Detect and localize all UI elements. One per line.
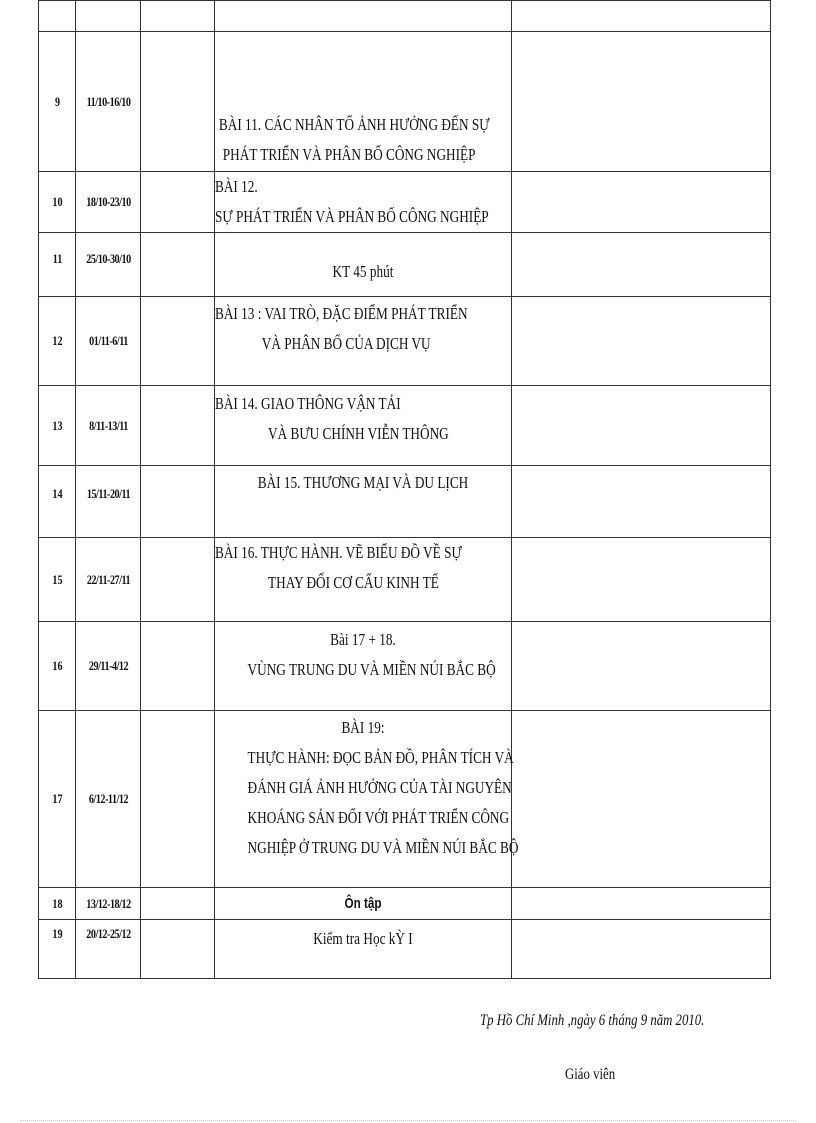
notes-cell [512,466,771,538]
lesson-line: KHOÁNG SẢN ĐỐI VỚI PHÁT TRIỂN CÔNG [247,808,510,827]
dates-cell: 6/12-11/12 [83,711,134,888]
lesson-line: PHÁT TRIỂN VÀ PHÂN BỐ CÔNG NGHIỆP [222,145,476,164]
dates-cell: 22/11-27/11 [83,538,134,622]
lesson-cell [215,538,512,622]
week-cell: 14 [43,466,72,538]
lesson-line: Bài 17 + 18. [330,630,396,649]
lesson-line: SỰ PHÁT TRIỂN VÀ PHÂN BỐ CÔNG NGHIỆP [215,207,489,226]
lesson-line: BÀI 19: [341,718,385,737]
lesson-line: BÀI 15. THƯƠNG MẠI VÀ DU LỊCH [257,473,469,492]
week-cell: 9 [43,32,72,172]
lesson-line: BÀI 11. CÁC NHÂN TỐ ẢNH HƯỞNG ĐẾN SỰ [218,115,490,134]
table-row [39,466,771,538]
dates-cell: 20/12-25/12 [83,920,134,979]
lesson-line: VÀ BƯU CHÍNH VIỄN THÔNG [268,424,449,443]
lesson-cell [215,386,512,466]
table-row [39,888,771,920]
lesson-line: THỰC HÀNH: ĐỌC BẢN ĐỒ, PHÂN TÍCH VÀ [247,748,514,767]
dates-cell: 8/11-13/11 [83,386,134,466]
notes-cell [512,1,771,32]
dates-cell: 25/10-30/10 [83,233,134,297]
lesson-cell [215,888,512,920]
dates-cell: 29/11-4/12 [83,622,134,711]
empty-cell [141,172,215,233]
lesson-line: BÀI 14. GIAO THÔNG VẬN TẢI [215,394,401,413]
week-cell: 16 [43,622,72,711]
empty-cell [141,888,215,920]
dates-cell: 11/10-16/10 [83,32,134,172]
dates-cell: 15/11-20/11 [83,466,134,538]
table-row [39,711,771,888]
lesson-line: ĐÁNH GIÁ ẢNH HƯỞNG CỦA TÀI NGUYÊN [247,778,512,797]
dates-cell [76,1,141,32]
place-date-line: Tp Hồ Chí Minh ,ngày 6 tháng 9 năm 2010. [480,1012,705,1029]
table-row [39,622,771,711]
empty-cell [141,1,215,32]
week-cell: 13 [43,386,72,466]
empty-cell [141,622,215,711]
lesson-cell [215,233,512,297]
notes-cell [512,297,771,386]
week-cell: 12 [43,297,72,386]
week-cell: 19 [43,920,72,979]
table-row [39,1,771,32]
lesson-cell [215,711,519,888]
notes-cell [512,32,771,172]
lesson-cell [215,1,512,32]
empty-cell [141,920,215,979]
lesson-line: KT 45 phút [332,262,394,281]
lesson-line: NGHIỆP Ở TRUNG DU VÀ MIỀN NÚI BẮC BỘ [247,838,519,857]
table-row [39,386,771,466]
table-row [39,32,771,172]
teacher-signature-label: Giáo viên [565,1066,616,1083]
dates-cell: 13/12-18/12 [83,888,134,920]
empty-cell [141,233,215,297]
table-row [39,233,771,297]
table-row [39,538,771,622]
empty-cell [141,386,215,466]
lesson-line: Ôn tập [344,894,382,912]
empty-cell [141,32,215,172]
lesson-line: BÀI 16. THỰC HÀNH. VẼ BIỂU ĐỒ VỀ SỰ [215,543,462,562]
lesson-cell [215,622,512,711]
notes-cell [512,172,771,233]
table-row [39,297,771,386]
lesson-line: Kiểm tra Học kỲ I [313,929,413,948]
empty-cell [141,538,215,622]
week-cell: 18 [43,888,72,920]
notes-cell [512,888,771,920]
lesson-line: BÀI 13 : VAI TRÒ, ĐẶC ĐIỂM PHÁT TRIỂN [215,304,468,323]
empty-cell [141,466,215,538]
week-cell: 10 [43,172,72,233]
notes-cell [512,233,771,297]
lesson-cell [215,466,512,538]
week-cell [39,1,76,32]
notes-cell [512,920,771,979]
lesson-line: VÀ PHÂN BỐ CỦA DỊCH VỤ [261,334,431,353]
week-cell: 17 [43,711,72,888]
page-bottom-divider [20,1120,796,1121]
notes-cell [512,711,771,888]
teaching-schedule-table [38,0,771,979]
dates-cell: 18/10-23/10 [83,172,134,233]
lesson-cell [215,920,512,979]
lesson-cell [215,297,512,386]
lesson-line: BÀI 12. [215,177,258,196]
notes-cell [512,538,771,622]
lesson-cell [215,32,512,172]
lesson-cell [215,172,512,233]
empty-cell [141,711,215,888]
week-cell: 11 [43,233,72,297]
week-cell: 15 [43,538,72,622]
lesson-line: THAY ĐỔI CƠ CẤU KINH TẾ [268,573,439,592]
table-row [39,920,771,979]
dates-cell: 01/11-6/11 [83,297,134,386]
empty-cell [141,297,215,386]
notes-cell [512,622,771,711]
notes-cell [512,386,771,466]
lesson-line: VÙNG TRUNG DU VÀ MIỀN NÚI BẮC BỘ [247,660,496,679]
table-row [39,172,771,233]
